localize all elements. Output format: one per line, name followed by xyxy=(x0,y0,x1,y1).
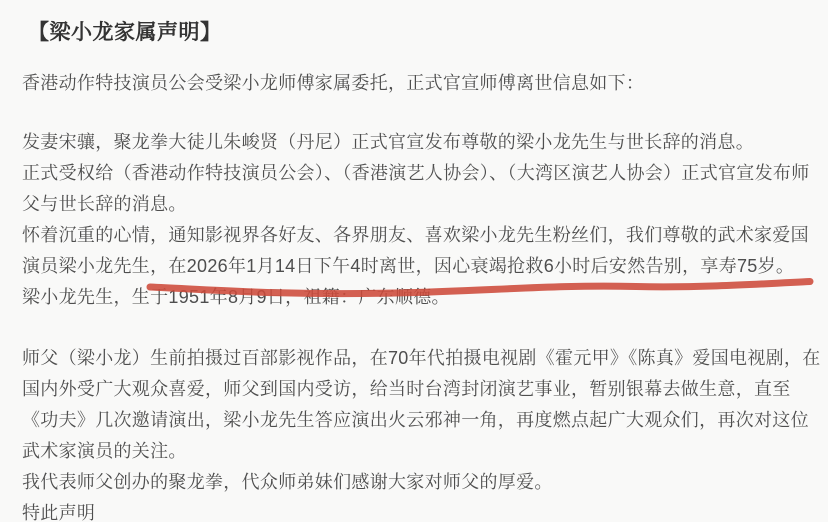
underlined-death-info: 在2026年1月14日下午4时离世，因心衰竭抢救6小时后安然告别，享寿75岁。 xyxy=(168,256,795,276)
death-date-line xyxy=(22,251,816,282)
condolence-line: 怀着沉重的心情，通知影视界各好友、各界朋友、喜欢梁小龙先生粉丝们，我们尊敬的武术家爱国 xyxy=(22,225,809,245)
intro-line: 香港动作特技演员公会受梁小龙师傅家属委托，正式官宣师傅离世信息如下： xyxy=(22,73,645,93)
closing-line: 特此声明 xyxy=(22,503,96,522)
authorization-line-1: 正式受权给（香港动作特技演员公会）、（香港演艺人协会）、（大湾区演艺人协会）正式官宣发布师 xyxy=(22,163,810,183)
career-line-2: 国内外受广大观众喜爱，师父到国内受访，给当时台湾封闭演艺事业，暂别银幕去做生意，直至 xyxy=(22,379,791,399)
gratitude-line: 我代表师父创办的聚龙拳，代众师弟妹们感谢大家对师父的厚爱。 xyxy=(22,472,553,492)
birth-info-line: 梁小龙先生，生于1951年8月9日，祖籍：广东顺德。 xyxy=(22,287,450,307)
career-line-4: 武术家演员的关注。 xyxy=(22,441,187,461)
authorization-line-2: 父与世长辞的消息。 xyxy=(22,194,187,214)
death-line-prefix: 演员梁小龙先生， xyxy=(22,256,169,276)
statement-title: 【梁小龙家属声明】 xyxy=(28,21,222,44)
career-line-1: 师父（梁小龙）生前拍摄过百部影视作品，在70年代拍摄电视剧《霍元甲》《陈真》爱国电视剧，在 xyxy=(22,348,821,368)
widow-announcement-line: 发妻宋骧，聚龙拳大徒儿朱峻贤（丹尼）正式官宣发布尊敬的梁小龙先生与世长辞的消息。 xyxy=(22,132,754,152)
career-line-3: 《功夫》几次邀请演出，梁小龙先生答应演出火云邪神一角，再度燃点起广大观众们，再次对这位 xyxy=(22,410,809,430)
